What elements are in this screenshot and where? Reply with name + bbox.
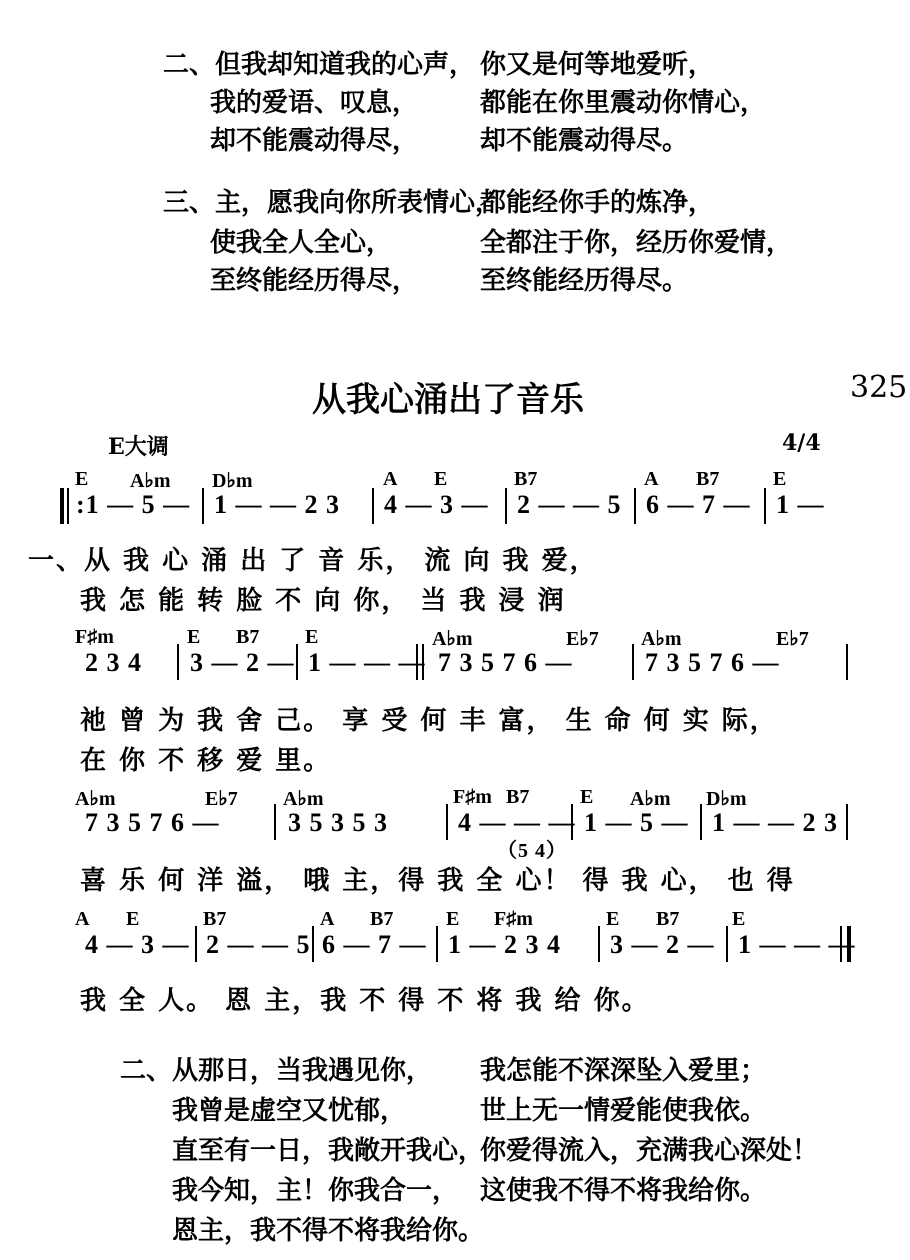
chord: E <box>75 468 89 490</box>
stanza-2-line2-left: 我曾是虚空又忧郁， <box>172 1096 407 1126</box>
stanza-2-line4-right: 这使我不得不将我给你。 <box>480 1176 767 1206</box>
hymn-title: 从我心涌出了音乐 <box>312 380 584 420</box>
notes-measure: :1 — 5 — <box>76 490 191 519</box>
lyrics-line-1: 一、从 我 心 涌 出 了 音 乐， 流 向 我 爱， <box>28 546 598 576</box>
chord: A♭m <box>130 470 171 492</box>
chord: A♭m <box>283 788 324 810</box>
notes-measure: 6 — 7 — <box>322 930 427 959</box>
barline <box>764 488 766 524</box>
prev-stanza-3-line2-right: 全都注于你，经历你爱情， <box>480 228 793 258</box>
barline <box>505 488 507 524</box>
prev-stanza-3-line3-right: 至终能经历得尽。 <box>480 266 689 296</box>
notes-measure: 1 — <box>776 490 825 519</box>
chord: B7 <box>696 468 720 490</box>
notes-measure: 4 — 3 — <box>384 490 489 519</box>
notes-measure: 1 — 5 — <box>584 808 689 837</box>
chord: E <box>580 786 594 808</box>
notes-measure: 1 — — — <box>308 648 426 677</box>
chord: A♭m <box>75 788 116 810</box>
chord: E♭7 <box>205 788 238 810</box>
stanza-2-line3-left: 直至有一日，我敞开我心， <box>172 1136 485 1166</box>
barline <box>436 926 438 962</box>
prev-stanza-3-line1-right: 都能经你手的炼净， <box>480 188 715 218</box>
key-signature: E大调 <box>108 434 169 460</box>
chord: B7 <box>506 786 530 808</box>
parenthetical-notes: （5 4） <box>497 840 567 862</box>
barline <box>632 644 634 680</box>
notes-measure: 7 3 5 7 6 — <box>85 808 220 837</box>
notes-measure: 4 — — — <box>458 808 576 837</box>
lyrics-line-1: 祂 曾 为 我 舍 己。 享 受 何 丰 富， 生 命 何 实 际， <box>80 706 778 736</box>
prev-stanza-3-line2-left: 使我全人全心， <box>210 228 393 258</box>
chord: B7 <box>370 908 394 930</box>
stanza-2-line3-right: 你爱得流入，充满我心深处！ <box>480 1136 819 1166</box>
notes-measure: 3 5 3 5 3 <box>288 808 388 837</box>
stanza-2-line5-left: 恩主，我不得不将我给你。 <box>172 1216 485 1246</box>
chord: B7 <box>203 908 227 930</box>
barline <box>846 804 848 840</box>
stanza-2-line1-left: 二、从那日，当我遇见你， <box>120 1056 433 1086</box>
prev-stanza-2-line1-right: 你又是何等地爱听， <box>480 50 715 80</box>
chord: A♭m <box>432 628 473 650</box>
chord: E <box>305 626 319 648</box>
chord: E <box>434 468 448 490</box>
chord: E <box>126 908 140 930</box>
notes-measure: 1 — — 2 3 <box>214 490 340 519</box>
barline <box>312 926 314 962</box>
prev-stanza-2-line1-left: 二、但我却知道我的心声， <box>163 50 476 80</box>
chord: A <box>644 468 659 490</box>
barline <box>726 926 728 962</box>
chord: F♯m <box>494 908 533 930</box>
notes-measure: 1 — — — <box>738 930 856 959</box>
notes-measure: 3 — 2 — <box>610 930 715 959</box>
prev-stanza-2-line3-left: 却不能震动得尽， <box>210 126 419 156</box>
chord: E <box>773 468 787 490</box>
chord: A♭m <box>641 628 682 650</box>
chord: E♭7 <box>566 628 599 650</box>
chord: E <box>732 908 746 930</box>
prev-stanza-2-line2-left: 我的爱语、叹息， <box>210 88 419 118</box>
time-signature: 4/4 <box>782 430 821 456</box>
chord: E <box>187 626 201 648</box>
notes-measure: 2 — — 5 <box>517 490 622 519</box>
notes-measure: 7 3 5 7 6 — <box>438 648 573 677</box>
barline <box>700 804 702 840</box>
chord: A <box>75 908 90 930</box>
chord: D♭m <box>706 788 747 810</box>
chord: B7 <box>236 626 260 648</box>
barline <box>372 488 374 524</box>
chord: E♭7 <box>776 628 809 650</box>
notes-measure: 7 3 5 7 6 — <box>645 648 780 677</box>
barline <box>195 926 197 962</box>
barline <box>634 488 636 524</box>
chord: F♯m <box>75 626 114 648</box>
prev-stanza-2-line3-right: 却不能震动得尽。 <box>480 126 689 156</box>
stanza-2-line2-right: 世上无一情爱能使我依。 <box>480 1096 767 1126</box>
barline <box>446 804 448 840</box>
notes-measure: 3 — 2 — <box>190 648 295 677</box>
barline <box>202 488 204 524</box>
chord: A♭m <box>630 788 671 810</box>
prev-stanza-3-line1-left: 三、主，愿我向你所表情心， <box>163 188 502 218</box>
chord: F♯m <box>453 786 492 808</box>
barline <box>67 488 69 524</box>
prev-stanza-3-line3-left: 至终能经历得尽， <box>210 266 419 296</box>
notes-measure: 4 — 3 — <box>85 930 190 959</box>
notes-measure: 2 3 4 <box>85 648 142 677</box>
start-repeat-bar <box>60 488 64 524</box>
prev-stanza-2-line2-right: 都能在你里震动你情心， <box>480 88 767 118</box>
lyrics-line-1: 我 全 人。 恩 主，我 不 得 不 将 我 给 你。 <box>80 986 650 1016</box>
chord: A <box>320 908 335 930</box>
chord: E <box>606 908 620 930</box>
chord: B7 <box>656 908 680 930</box>
barline <box>274 804 276 840</box>
barline <box>846 644 848 680</box>
chord: D♭m <box>212 470 253 492</box>
stanza-2-line1-right: 我怎能不深深坠入爱里； <box>480 1056 767 1086</box>
notes-measure: 1 — — 2 3 <box>712 808 838 837</box>
barline <box>598 926 600 962</box>
notes-measure: 6 — 7 — <box>646 490 751 519</box>
hymn-number: 325 <box>850 370 908 405</box>
chord: E <box>446 908 460 930</box>
barline <box>177 644 179 680</box>
chord: A <box>383 468 398 490</box>
chord: B7 <box>514 468 538 490</box>
lyrics-line-2: 在 你 不 移 爱 里。 <box>80 746 332 776</box>
stanza-2-line4-left: 我今知，主！你我合一， <box>172 1176 459 1206</box>
lyrics-line-1: 喜 乐 何 洋 溢， 哦 主，得 我 全 心！ 得 我 心， 也 得 <box>80 866 795 896</box>
notes-measure: 1 — 2 3 4 <box>448 930 561 959</box>
lyrics-line-2: 我 怎 能 转 脸 不 向 你， 当 我 浸 润 <box>80 586 566 616</box>
barline <box>296 644 298 680</box>
notes-measure: 2 — — 5 <box>206 930 311 959</box>
